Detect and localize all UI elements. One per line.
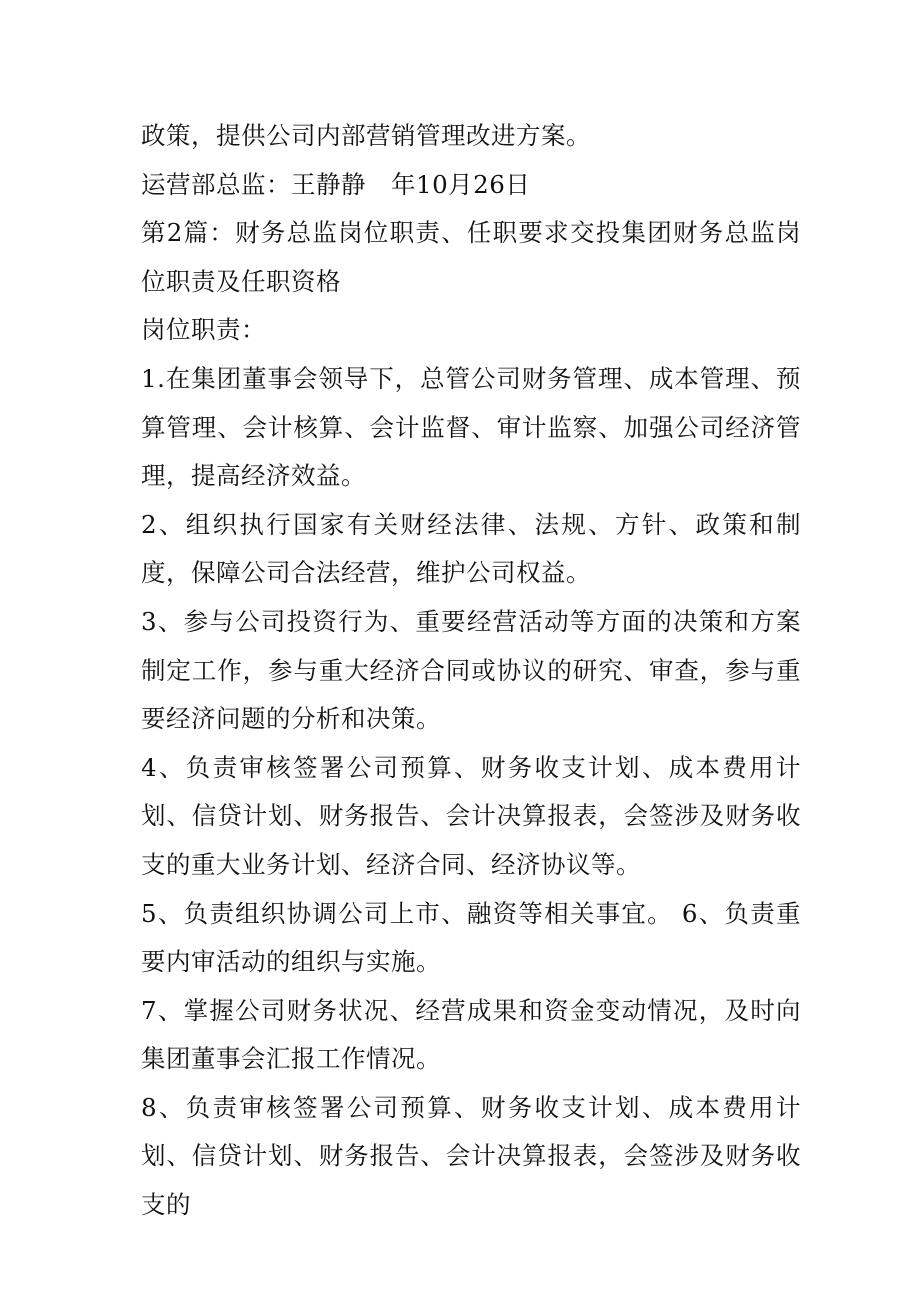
duty-item-1: 1.在集团董事会领导下，总管公司财务管理、成本管理、预算管理、会计核算、会计监督、审计监察、加强公司经济管理，提高经济效益。 (141, 363, 801, 491)
document-body (141, 112, 801, 1230)
duty-item-7: 7、掌握公司财务状况、经营成果和资金变动情况，及时向集团董事会汇报工作情况。 (141, 995, 801, 1074)
section-heading: 第2篇：财务总监岗位职责、任职要求交投集团财务总监岗位职责及任职资格 (141, 218, 801, 296)
duty-item-5-6: 5、负责组织协调公司上市、融资等相关事宜。 6、负责重要内审活动的组织与实施。 (141, 898, 801, 977)
duty-item-4: 4、负责审核签署公司预算、财务收支计划、成本费用计划、信贷计划、财务报告、会计决算报表，会签涉及财务收支的重大业务计划、经济合同、经济协议等。 (141, 752, 801, 879)
paragraph-signature: 运营部总监：王静静 年10月26日 (141, 169, 531, 199)
paragraph-policy-tail: 政策，提供公司内部营销管理改进方案。 (141, 121, 591, 150)
subheading-duties: 岗位职责： (141, 315, 266, 345)
duty-item-2: 2、组织执行国家有关财经法律、法规、方针、政策和制度，保障公司合法经营，维护公司权益。 (141, 509, 801, 588)
duty-item-3: 3、参与公司投资行为、重要经营活动等方面的决策和方案制定工作，参与重大经济合同或协议的研究、审查，参与重要经济问题的分析和决策。 (141, 606, 801, 734)
duty-item-8: 8、负责审核签署公司预算、财务收支计划、成本费用计划、信贷计划、财务报告、会计决算报表，会签涉及财务收支的 (141, 1092, 801, 1220)
